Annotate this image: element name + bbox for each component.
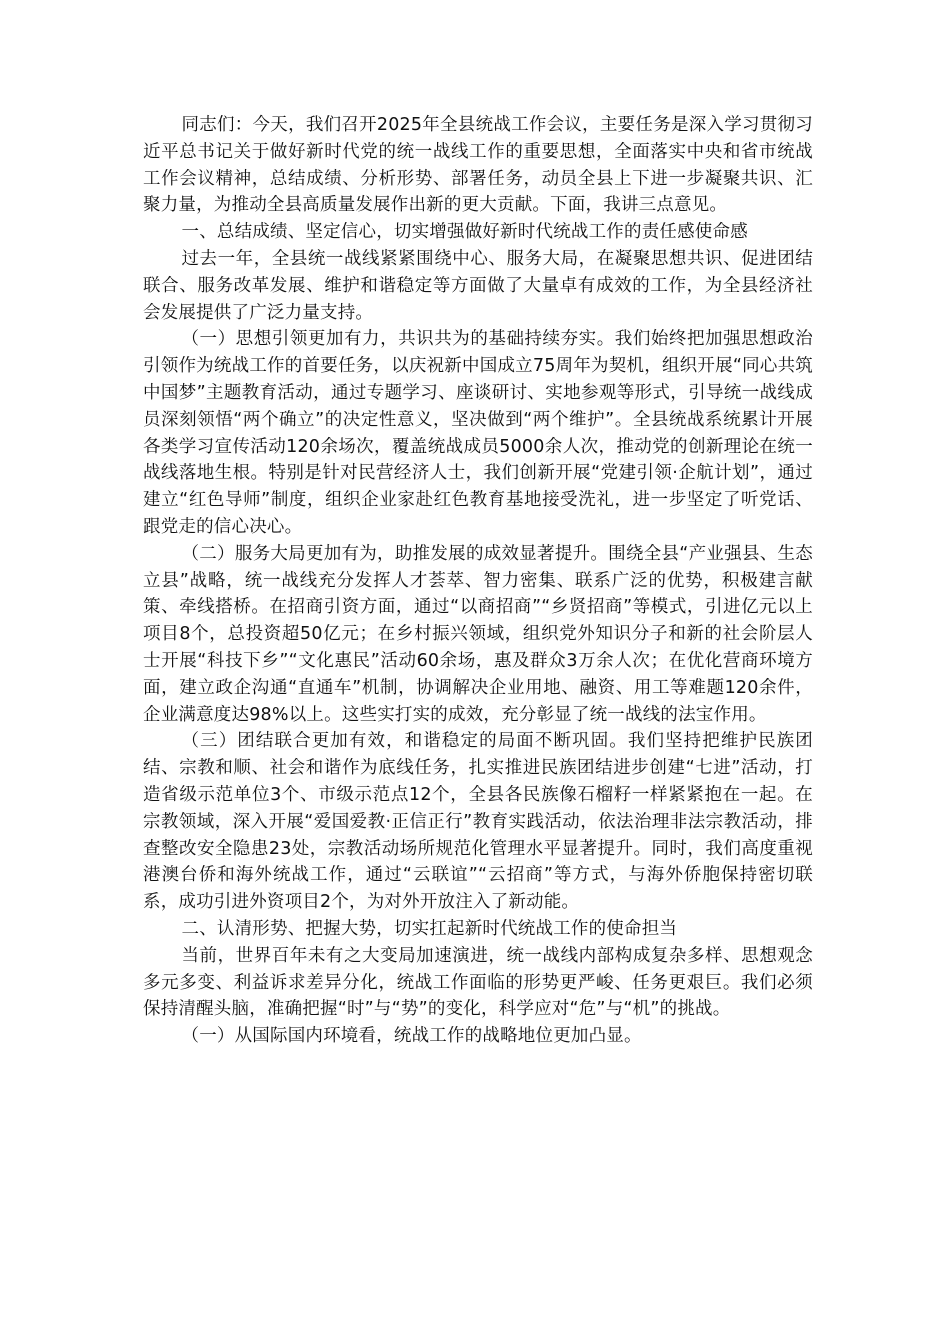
section-1-point-2-paragraph: （二）服务大局更加有为，助推发展的成效显著提升。围绕全县“产业强县、生态立县”战略，统一战线充分发挥人才荟萃、智力密集、联系广泛的优势，积极建言献策、牵线搭桥。在招商引资方面，通过“以商招商”“乡贤招商”等模式，引进亿元以上项目8个，总投资超50亿元；在乡村振兴领域，组织党外知识分子和新的社会阶层人士开展“科技下乡”“文化惠民”活动60余场，惠及群众3万余人次；在优化营商环境方面，建立政企沟通“直通车”机制，协调解决企业用地、融资、用工等难题120余件，企业满意度达98%以上。这些实打实的成效，充分彰显了统一战线的法宝作用。: [143, 543, 813, 725]
section-1-point-3-paragraph: （三）团结联合更加有效，和谐稳定的局面不断巩固。我们坚持把维护民族团结、宗教和顺、社会和谐作为底线任务，扎实推进民族团结进步创建“七进”活动，打造省级示范单位3个、市级示范点12个，全县各民族像石榴籽一样紧紧抱在一起。在宗教领域，深入开展“爱国爱教·正信正行”教育实践活动，依法治理非法宗教活动，排查整改安全隐患23处，宗教活动场所规范化管理水平显著提升。同时，我们高度重视港澳台侨和海外统战工作，通过“云联谊”“云招商”等方式，与海外侨胞保持密切联系，成功引进外资项目2个，为对外开放注入了新动能。: [143, 731, 813, 913]
section-1-point-1-paragraph: （一）思想引领更加有力，共识共为的基础持续夯实。我们始终把加强思想政治引领作为统战工作的首要任务，以庆祝新中国成立75周年为契机，组织开展“同心共筑中国梦”主题教育活动，通过专题学习、座谈研讨、实地参观等形式，引导统一战线成员深刻领悟“两个确立”的决定性意义，坚决做到“两个维护”。全县统战系统累计开展各类学习宣传活动120余场次，覆盖统战成员5000余人次，推动党的创新理论在统一战线落地生根。特别是针对民营经济人士，我们创新开展“党建引领·企航计划”，通过建立“红色导师”制度，组织企业家赴红色教育基地接受洗礼，进一步坚定了听党话、跟党走的信心决心。: [143, 329, 813, 537]
section-1-intro-paragraph: 过去一年，全县统一战线紧紧围绕中心、服务大局，在凝聚思想共识、促进团结联合、服务改革发展、维护和谐稳定等方面做了大量卓有成效的工作，为全县经济社会发展提供了广泛力量支持。: [143, 248, 813, 323]
section-heading-2: 二、认清形势、把握大势，切实扛起新时代统战工作的使命担当: [181, 918, 678, 939]
section-heading-1: 一、总结成绩、坚定信心，切实增强做好新时代统战工作的责任感使命感: [181, 222, 748, 243]
section-2-point-1-paragraph: （一）从国际国内环境看，统战工作的战略地位更加凸显。: [181, 1026, 642, 1047]
opening-paragraph: 同志们：今天，我们召开2025年全县统战工作会议，主要任务是深入学习贯彻习近平总书记关于做好新时代党的统一战线工作的重要思想，全面落实中央和省市统战工作会议精神，总结成绩、分析形势、部署任务，动员全县上下进一步凝聚共识、汇聚力量，为推动全县高质量发展作出新的更大贡献。下面，我讲三点意见。: [143, 115, 813, 216]
document-body: [143, 112, 813, 1050]
section-2-intro-paragraph: 当前，世界百年未有之大变局加速演进，统一战线内部构成复杂多样、思想观念多元多变、利益诉求差异分化，统战工作面临的形势更严峻、任务更艰巨。我们必须保持清醒头脑，准确把握“时”与“势”的变化，科学应对“危”与“机”的挑战。: [143, 945, 813, 1020]
